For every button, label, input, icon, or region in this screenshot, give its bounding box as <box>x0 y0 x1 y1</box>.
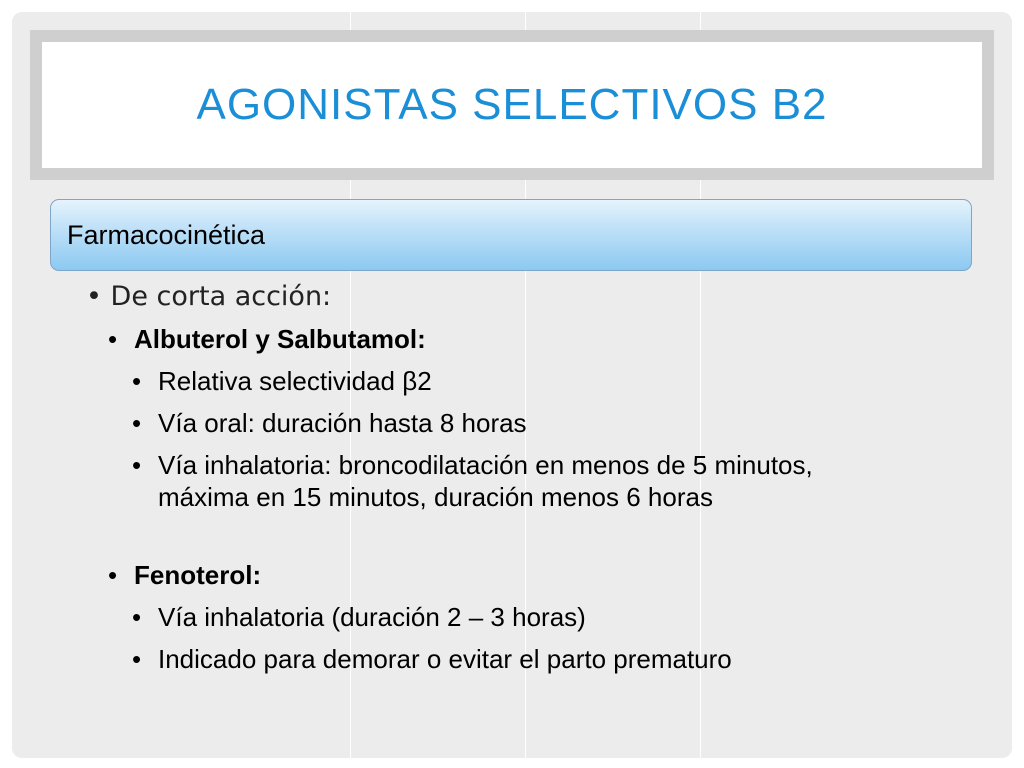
slide-title: AGONISTAS SELECTIVOS Β2 <box>196 80 828 129</box>
section-header-label: Farmacocinética <box>67 219 266 250</box>
bullet: • <box>132 644 142 674</box>
level3-text: Relativa selectividad β2 <box>158 366 432 396</box>
level3-text: Vía inhalatoria: broncodilatación en menos de 5 minutos, máxima en 15 minutos, duración menos 6 horas <box>158 450 813 512</box>
level3-text: Indicado para demorar o evitar el parto prematuro <box>158 644 732 674</box>
level1-text: De corta acción: <box>110 281 332 312</box>
level3-item <box>132 601 586 633</box>
level3-text: Vía inhalatoria (duración 2 – 3 horas) <box>158 602 586 632</box>
bullet: • <box>132 366 142 396</box>
bullet: • <box>86 281 102 312</box>
level2-text: Fenoterol: <box>134 560 262 590</box>
bullet: • <box>132 450 142 480</box>
level2-item-albuterol <box>108 323 426 355</box>
level3-text: Vía oral: duración hasta 8 horas <box>158 408 527 438</box>
level2-item-fenoterol <box>108 559 261 591</box>
level3-item <box>132 643 732 675</box>
title-box <box>42 42 982 168</box>
level1-item <box>86 281 331 312</box>
level3-item <box>132 407 527 439</box>
slide <box>12 12 1012 758</box>
level3-item <box>132 365 432 397</box>
level2-text: Albuterol y Salbutamol: <box>134 324 426 354</box>
bullet: • <box>132 408 142 438</box>
section-header <box>50 199 972 271</box>
bullet: • <box>132 602 142 632</box>
bullet: • <box>108 324 118 354</box>
bullet: • <box>108 560 118 590</box>
level3-item <box>132 449 892 513</box>
